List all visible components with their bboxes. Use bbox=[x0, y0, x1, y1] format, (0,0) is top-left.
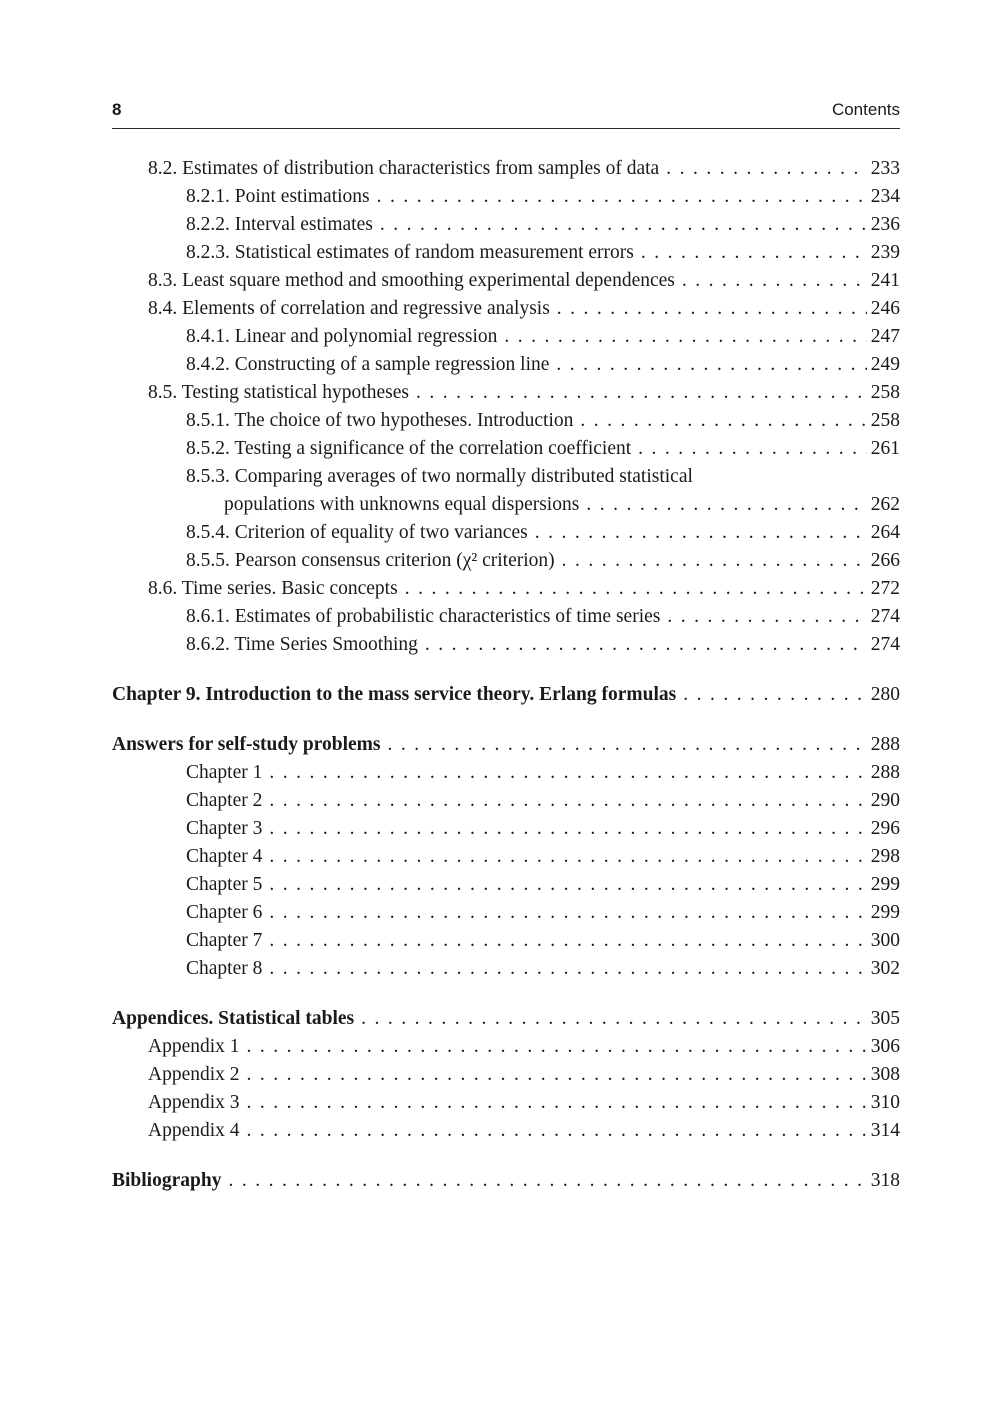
toc-entry-page: 280 bbox=[870, 684, 900, 705]
dot-leader bbox=[666, 155, 867, 183]
dot-leader bbox=[380, 211, 867, 239]
toc-entry-page: 302 bbox=[870, 958, 900, 979]
toc-entry bbox=[112, 603, 900, 631]
toc-entry bbox=[112, 351, 900, 379]
toc-entry-page: 234 bbox=[870, 186, 900, 207]
toc-entry-page: 274 bbox=[870, 634, 900, 655]
dot-leader bbox=[580, 407, 866, 435]
toc-entry-label: Appendix 2 bbox=[148, 1064, 240, 1085]
toc-entry-label: Appendix 3 bbox=[148, 1092, 240, 1113]
toc-entry-page: 299 bbox=[870, 874, 900, 895]
dot-leader bbox=[269, 927, 866, 955]
toc-entry bbox=[112, 575, 900, 603]
toc-entry-label: Appendix 4 bbox=[148, 1120, 240, 1141]
toc-entry-page: 249 bbox=[870, 354, 900, 375]
toc-entry-page: 298 bbox=[870, 846, 900, 867]
toc-entry-page: 274 bbox=[870, 606, 900, 627]
toc-entry bbox=[112, 491, 900, 519]
toc-entry-label: 8.5.4. Criterion of equality of two variances bbox=[186, 522, 528, 543]
toc-entry-label: 8.3. Least square method and smoothing experimental dependences bbox=[148, 270, 675, 291]
toc-entry bbox=[112, 927, 900, 955]
toc-entry-label: 8.5.5. Pearson consensus criterion (χ² criterion) bbox=[186, 550, 555, 571]
dot-leader bbox=[586, 491, 866, 519]
toc-entry-page: 258 bbox=[870, 410, 900, 431]
toc-entry-page: 288 bbox=[870, 734, 900, 755]
toc-entry-page: 264 bbox=[870, 522, 900, 543]
toc-entry bbox=[112, 843, 900, 871]
toc-entry bbox=[112, 183, 900, 211]
dot-leader bbox=[269, 787, 866, 815]
toc-entry-label: 8.2.1. Point estimations bbox=[186, 186, 370, 207]
toc-entry-page: 239 bbox=[870, 242, 900, 263]
toc-entry-label: Bibliography bbox=[112, 1170, 222, 1191]
toc-entry bbox=[112, 239, 900, 267]
dot-leader bbox=[557, 295, 867, 323]
toc-entry-label: populations with unknowns equal dispersions bbox=[224, 494, 580, 515]
toc-entry-page: 261 bbox=[870, 438, 900, 459]
dot-leader bbox=[683, 681, 867, 709]
toc-entry-page: 236 bbox=[870, 214, 900, 235]
dot-leader bbox=[535, 519, 867, 547]
toc-entry-label: Chapter 9. Introduction to the mass service theory. Erlang formulas bbox=[112, 684, 677, 705]
dot-leader bbox=[562, 547, 867, 575]
toc-entry bbox=[112, 871, 900, 899]
toc-entry-page: 266 bbox=[870, 550, 900, 571]
toc-entry bbox=[112, 787, 900, 815]
dot-leader bbox=[682, 267, 867, 295]
toc-entry bbox=[112, 155, 900, 183]
toc-entry-label: 8.4.1. Linear and polynomial regression bbox=[186, 326, 498, 347]
dot-leader bbox=[667, 603, 866, 631]
toc-entry-page: 306 bbox=[870, 1036, 900, 1057]
toc-entry bbox=[112, 211, 900, 239]
toc-entry bbox=[112, 955, 900, 983]
toc-entry-label: Chapter 6 bbox=[186, 902, 263, 923]
toc-entry-label: Chapter 1 bbox=[186, 762, 263, 783]
toc-entry-page: 247 bbox=[870, 326, 900, 347]
toc-entry-label: 8.5.1. The choice of two hypotheses. Introduction bbox=[186, 410, 574, 431]
toc-entry bbox=[112, 463, 900, 491]
toc-entry-page: 262 bbox=[870, 494, 900, 515]
toc-entry bbox=[112, 1005, 900, 1033]
toc-entry-label: Chapter 2 bbox=[186, 790, 263, 811]
toc-entry-page: 299 bbox=[870, 902, 900, 923]
dot-leader bbox=[388, 731, 867, 759]
toc-entry-page: 300 bbox=[870, 930, 900, 951]
toc-entry-label: 8.2.2. Interval estimates bbox=[186, 214, 373, 235]
toc-entry-page: 318 bbox=[870, 1170, 900, 1191]
toc-entry-label: 8.2.3. Statistical estimates of random measurement errors bbox=[186, 242, 634, 263]
dot-leader bbox=[641, 239, 867, 267]
page-number: 8 bbox=[112, 100, 122, 119]
toc-entry bbox=[112, 899, 900, 927]
toc-entry-page: 308 bbox=[870, 1064, 900, 1085]
dot-leader bbox=[269, 871, 866, 899]
toc-entry bbox=[112, 731, 900, 759]
toc-entry-page: 290 bbox=[870, 790, 900, 811]
dot-leader bbox=[247, 1089, 867, 1117]
toc-entry bbox=[112, 815, 900, 843]
toc-entry-label: Chapter 7 bbox=[186, 930, 263, 951]
toc-entry-label: Appendices. Statistical tables bbox=[112, 1008, 355, 1029]
dot-leader bbox=[425, 631, 867, 659]
toc-entry-label: 8.4. Elements of correlation and regressive analysis bbox=[148, 298, 550, 319]
toc-entry-page: 241 bbox=[870, 270, 900, 291]
dot-leader bbox=[405, 575, 867, 603]
toc-entry bbox=[112, 1167, 900, 1195]
toc-entry-label: 8.6. Time series. Basic concepts bbox=[148, 578, 398, 599]
toc-entry bbox=[112, 681, 900, 709]
toc-entry-label: 8.5.2. Testing a significance of the correlation coefficient bbox=[186, 438, 632, 459]
toc-entry-label: Chapter 8 bbox=[186, 958, 263, 979]
toc-entry-label: 8.5. Testing statistical hypotheses bbox=[148, 382, 409, 403]
toc-entry bbox=[112, 519, 900, 547]
toc-entry bbox=[112, 407, 900, 435]
toc-entry-label: Answers for self-study problems bbox=[112, 734, 381, 755]
toc-entry-label: Chapter 4 bbox=[186, 846, 263, 867]
dot-leader bbox=[269, 955, 866, 983]
dot-leader bbox=[556, 351, 866, 379]
toc-entry-page: 233 bbox=[870, 158, 900, 179]
toc-entry bbox=[112, 759, 900, 787]
toc-entry bbox=[112, 379, 900, 407]
dot-leader bbox=[247, 1117, 867, 1145]
toc-entry bbox=[112, 267, 900, 295]
toc-entry bbox=[112, 547, 900, 575]
dot-leader bbox=[269, 899, 866, 927]
toc-entry-page: 296 bbox=[870, 818, 900, 839]
toc-entry-page: 272 bbox=[870, 578, 900, 599]
toc-entry-page: 288 bbox=[870, 762, 900, 783]
toc-entry bbox=[112, 631, 900, 659]
dot-leader bbox=[247, 1033, 867, 1061]
dot-leader bbox=[377, 183, 867, 211]
toc-entry bbox=[112, 1061, 900, 1089]
header-title: Contents bbox=[831, 100, 900, 119]
toc-entry-page: 310 bbox=[870, 1092, 900, 1113]
toc-entry-page: 246 bbox=[870, 298, 900, 319]
toc-entry-page: 305 bbox=[870, 1008, 900, 1029]
toc-entry-label: Chapter 3 bbox=[186, 818, 263, 839]
toc-entry-label: 8.2. Estimates of distribution characteristics from samples of data bbox=[148, 158, 660, 179]
toc-entry bbox=[112, 323, 900, 351]
toc-list bbox=[112, 155, 900, 1195]
dot-leader bbox=[638, 435, 867, 463]
toc-entry bbox=[112, 1033, 900, 1061]
toc-entry bbox=[112, 435, 900, 463]
toc-entry-label: 8.4.2. Constructing of a sample regression line bbox=[186, 354, 550, 375]
page-header bbox=[112, 100, 900, 129]
dot-leader bbox=[269, 843, 866, 871]
toc-entry-label: Appendix 1 bbox=[148, 1036, 240, 1057]
dot-leader bbox=[269, 815, 866, 843]
toc-entry-label: 8.6.1. Estimates of probabilistic characteristics of time series bbox=[186, 606, 661, 627]
toc-entry bbox=[112, 1089, 900, 1117]
dot-leader bbox=[504, 323, 866, 351]
toc-entry-label: Chapter 5 bbox=[186, 874, 263, 895]
toc-entry-page: 258 bbox=[870, 382, 900, 403]
dot-leader bbox=[228, 1167, 866, 1195]
dot-leader bbox=[416, 379, 867, 407]
dot-leader bbox=[269, 759, 866, 787]
toc-entry bbox=[112, 295, 900, 323]
toc-entry bbox=[112, 1117, 900, 1145]
toc-entry-label: 8.6.2. Time Series Smoothing bbox=[186, 634, 418, 655]
dot-leader bbox=[247, 1061, 867, 1089]
toc-entry-label: 8.5.3. Comparing averages of two normally distributed statistical bbox=[186, 466, 693, 487]
dot-leader bbox=[361, 1005, 867, 1033]
toc-entry-page: 314 bbox=[870, 1120, 900, 1141]
